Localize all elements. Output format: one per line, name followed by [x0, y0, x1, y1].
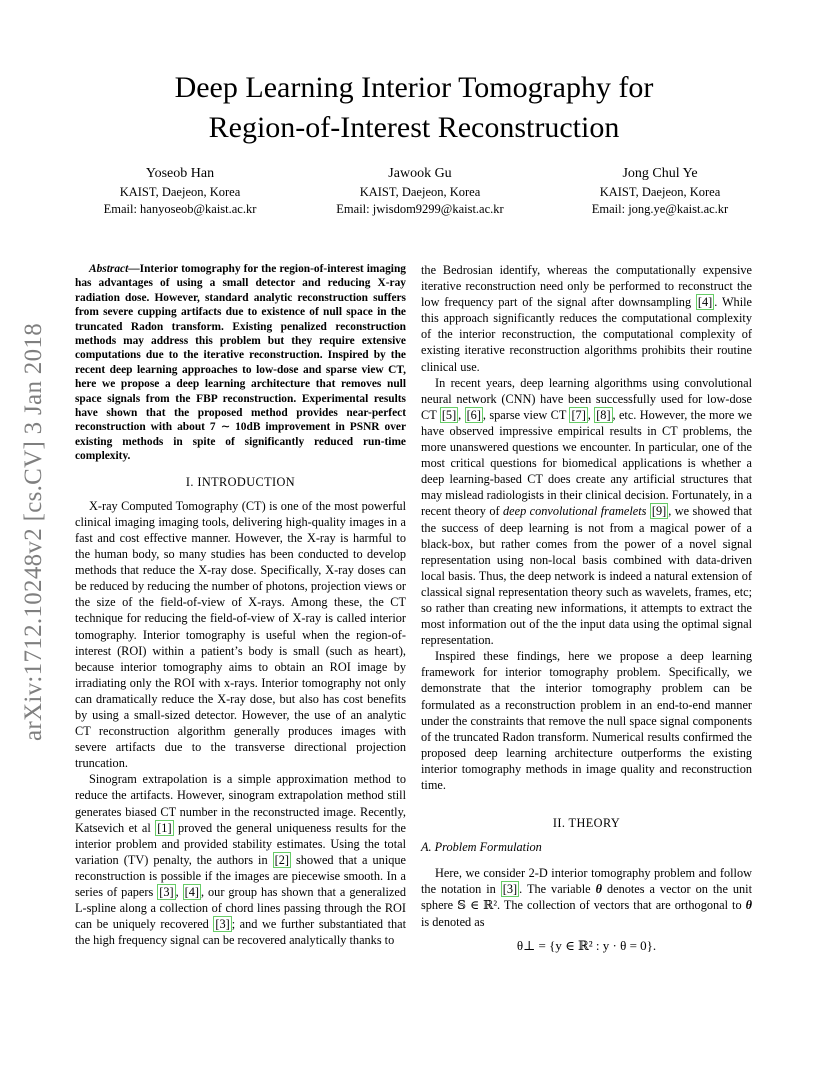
intro-paragraph-4: [421, 375, 752, 649]
text-run: ; and we further substantiated that the high frequency signal can be recovered analytically thanks to: [75, 917, 407, 948]
text-run: proved the general uniqueness results for the interior problem and provided stability estimates. Using the total variation (TV) penalty, the authors in: [75, 820, 406, 867]
paper-title: [0, 68, 828, 148]
theory-paragraph-1: [421, 865, 752, 929]
text-run: denotes a vector on the unit sphere 𝕊 ∈ ℝ². The collection of vectors that are orthogonal to: [421, 882, 752, 913]
text-run: ,: [587, 407, 595, 422]
text-run: the Bedrosian identify, whereas the computationally expensive iterative reconstruction need only be performed to reconstruct the low frequency part of the signal after downsampling: [421, 263, 752, 310]
author-block: [60, 164, 780, 218]
citation-link[interactable]: [7]: [571, 407, 586, 422]
abstract-label: Abstract: [89, 263, 129, 275]
author-name: Jong Chul Ye: [622, 166, 698, 181]
abstract: [75, 262, 406, 464]
text-run: . While this approach significantly reduces the computational complexity of the interior reconstruction, the computational complexity of existing iterative reconstruction algorithms prohibits their routine clinical use.: [421, 295, 752, 374]
section-heading-introduction: I. INTRODUCTION: [185, 474, 296, 489]
author-email: Email: jong.ye@kaist.ac.kr: [591, 202, 729, 216]
citation-link[interactable]: [4]: [697, 295, 713, 310]
author-1: [60, 164, 300, 218]
text-run: In recent years, deep learning algorithms using convolutional neural network (CNN) have been successfully used for low-dose CT: [421, 375, 752, 422]
author-affiliation: KAIST, Daejeon, Korea: [599, 185, 721, 199]
citation-link[interactable]: [3]: [502, 882, 518, 897]
text-run: , we showed that the success of deep learning is not from a magical power of a black-box, but rather comes from the power of a novel signal representation using non-local basis combined with data-driven local basis. Thus, the deep network is indeed a natural extension of classical signal representation theory such as wavelets, frames, etc; so rather than creating new informations, it attempts to extract the most information out of the the input data using the optimal signal representation.: [421, 504, 752, 648]
author-email: Email: jwisdom9299@kaist.ac.kr: [336, 202, 504, 216]
author-3: [540, 164, 780, 218]
theta-symbol: θ: [745, 898, 752, 913]
theta-symbol: θ: [595, 882, 602, 897]
text-run: Here, we consider 2-D interior tomography problem and follow the notation in: [421, 866, 752, 897]
right-column: [421, 262, 752, 954]
text-run: is denoted as: [421, 914, 485, 929]
subsection-heading-problem-formulation: A. Problem Formulation: [421, 840, 542, 855]
intro-paragraph-3: [421, 262, 752, 375]
author-affiliation: KAIST, Daejeon, Korea: [119, 185, 241, 199]
text-run: Sinogram extrapolation is a simple approximation method to reduce the artifacts. However, sinogram extrapolation method still generates biased CT number in the reconstructed image. Recently, Katsevich et al: [75, 772, 406, 835]
author-name: Jawook Gu: [388, 166, 452, 181]
title-line-2: Region-of-Interest Reconstruction: [208, 111, 620, 144]
citation-link[interactable]: [8]: [596, 407, 611, 422]
text-run: . The variable: [519, 882, 596, 897]
arxiv-stamp: [16, 296, 52, 768]
title-line-1: Deep Learning Interior Tomography for: [174, 71, 654, 104]
text-run: ,: [458, 407, 465, 422]
intro-paragraph-1: X-ray Computed Tomography (CT) is one of the most powerful clinical imaging imaging tools, delivering high-quality images in a fast and cost effective manner. However, the X-ray is harmful to the human body, so many studies has been conducted to develop methods that reduce the X-ray dose. Specifically, X-ray doses can be reduced by reducing the number of photons, projection views or the size of the field-of-view of X-rays. Among these, the CT technique for reducing the field-of-view of X-ray is called interior tomography. Interior tomography is useful when the region-of-interest (ROI) within a patient’s body is small (such as heart), because interior tomography aims to obtain an ROI image by irradiating only the ROI with x-rays. Interior tomography not only can dramatically reduce the X-ray dose, but also has cost benefits by using a small-sized detector. However, the use of an analytic CT reconstruction algorithm generally produces images with severe artifacts due to the transverse directional projection truncation.: [75, 498, 406, 771]
text-run: showed that a unique reconstruction is possible if the images are piecewise smooth. In a series of papers: [75, 852, 407, 900]
author-email: Email: hanyoseob@kaist.ac.kr: [103, 202, 257, 216]
section-heading-theory: II. THEORY: [552, 816, 621, 831]
citation-link[interactable]: [1]: [157, 820, 172, 835]
abstract-text: —Interior tomography for the region-of-interest imaging has advantages of using a small detector and reducing X-ray radiation dose. However, standard analytic reconstruction suffers from severe cupping artifacts due to existence of null space in the truncated Radon transform. Existing penalized reconstruction methods may address this problem but they require extensive computations due to the iterative reconstruction. Inspired by the recent deep learning approaches to low-dose and sparse view CT, here we propose a deep learning architecture that removes null space signals from the FBP reconstruction. Experimental results have shown that the proposed method provides near-perfect reconstruction with about 7 ∼ 10dB improvement in PSNR over existing methods in spite of significantly reduced run-time complexity.: [75, 263, 406, 463]
author-affiliation: KAIST, Daejeon, Korea: [359, 185, 481, 199]
citation-link[interactable]: [6]: [466, 407, 481, 422]
citation-link[interactable]: [9]: [651, 504, 667, 519]
text-run: , sparse view CT: [482, 407, 570, 422]
citation-link[interactable]: [3]: [215, 917, 230, 932]
author-name: Yoseob Han: [145, 166, 215, 181]
text-run: , etc. However, the more we have observed impressive empirical results in CT problems, the more unanswered questions we encounter. In particular, one of the most critical questions for biomedical applications is whether a deep learning-based CT does create any artificial structures that may mislead radiologists in their clinical decision. Fortunately, in a recent theory of: [421, 407, 752, 519]
text-run: ,: [175, 885, 183, 900]
intro-paragraph-5: Inspired these findings, here we propose a deep learning framework for interior tomography problem. Specifically, we demonstrate that the interior tomography problem can be formulated as a reconstruction problem in an end-to-end manner under the constraints that remove the null space signal components of the truncated Radon transform. Numerical results confirmed the proposed deep learning architecture outperforms the existing interior tomography methods in image quality and reconstruction time.: [421, 649, 752, 792]
left-column: [75, 262, 406, 948]
citation-link[interactable]: [5]: [441, 407, 457, 422]
author-2: [300, 164, 540, 218]
text-run: , our group has shown that a generalized L-spline along a collection of chord lines passing through the ROI can be uniquely recovered: [75, 885, 406, 932]
emphasis-text: deep convolutional framelets: [503, 504, 647, 519]
intro-paragraph-2: [75, 771, 406, 948]
citation-link[interactable]: [4]: [184, 885, 199, 900]
citation-link[interactable]: [3]: [159, 885, 174, 900]
arxiv-stamp-text: arXiv:1712.10248v2 [cs.CV] 3 Jan 2018: [20, 323, 47, 741]
equation-orthogonal-set: θ⊥ = {y ∈ ℝ² : y · θ = 0}.: [516, 937, 657, 953]
citation-link[interactable]: [2]: [274, 852, 289, 867]
